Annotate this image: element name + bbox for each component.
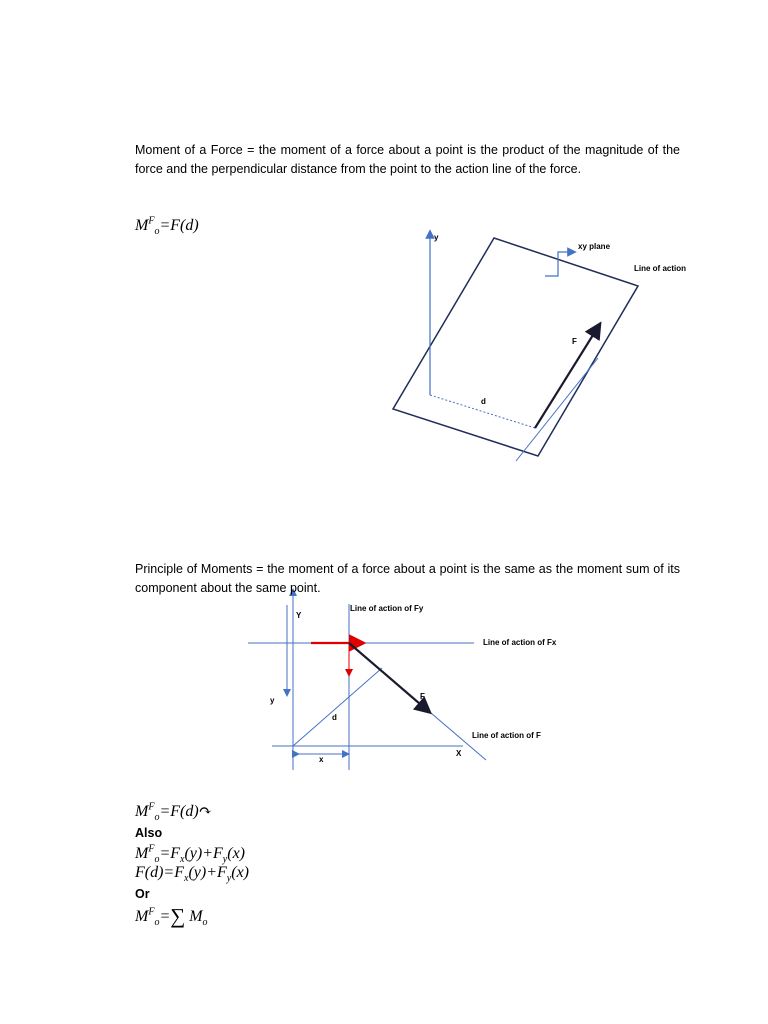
- force-arrow: [535, 327, 598, 428]
- moment-definition-paragraph: Moment of a Force = the moment of a force about a point is the product of the magnitude of the force and the perpendicular distance from the point to the action line of the force.: [135, 143, 680, 176]
- fy-line-label: Line of action of Fy: [350, 604, 424, 613]
- moment-formula: $M^F_o=F(d)$: [135, 215, 199, 238]
- equation-sum-moments: $M^F_o=\sum$ $M_o$: [135, 904, 208, 929]
- d-perpendicular-line: [293, 668, 382, 746]
- y-distance-label: y: [270, 696, 275, 705]
- distance-label: d: [481, 397, 486, 406]
- equation-components: $M^F_o=F_x(y)+F_y(x)$: [135, 843, 246, 866]
- principle-of-moments-paragraph: Principle of Moments = the moment of a force about a point is the same as the moment sum of its component about the same point.: [135, 562, 680, 595]
- f-label: F: [420, 692, 425, 701]
- force-label: F: [572, 337, 577, 346]
- d-label: d: [332, 713, 337, 722]
- principle-of-moments-diagram: [248, 592, 557, 770]
- y-axis-label: y: [434, 233, 439, 242]
- y-axis-label-top: Y: [296, 611, 302, 620]
- xy-plane-label: xy plane: [578, 242, 611, 251]
- x-axis-label: X: [456, 749, 462, 758]
- or-label: Or: [135, 887, 150, 901]
- equation-fd-components: $F(d)=F_x(y)+F_y(x)$: [135, 864, 249, 885]
- f-line-label: Line of action of F: [472, 731, 541, 740]
- f-force-arrow: [349, 643, 427, 710]
- fx-line-label: Line of action of Fx: [483, 638, 557, 647]
- x-distance-label: x: [319, 755, 324, 764]
- line-of-action-label: Line of action: [634, 264, 686, 273]
- also-label: Also: [135, 826, 163, 840]
- equation-moment-clockwise: $M^F_o=F(d)↷$: [135, 801, 213, 824]
- line-of-action-line: [516, 358, 598, 461]
